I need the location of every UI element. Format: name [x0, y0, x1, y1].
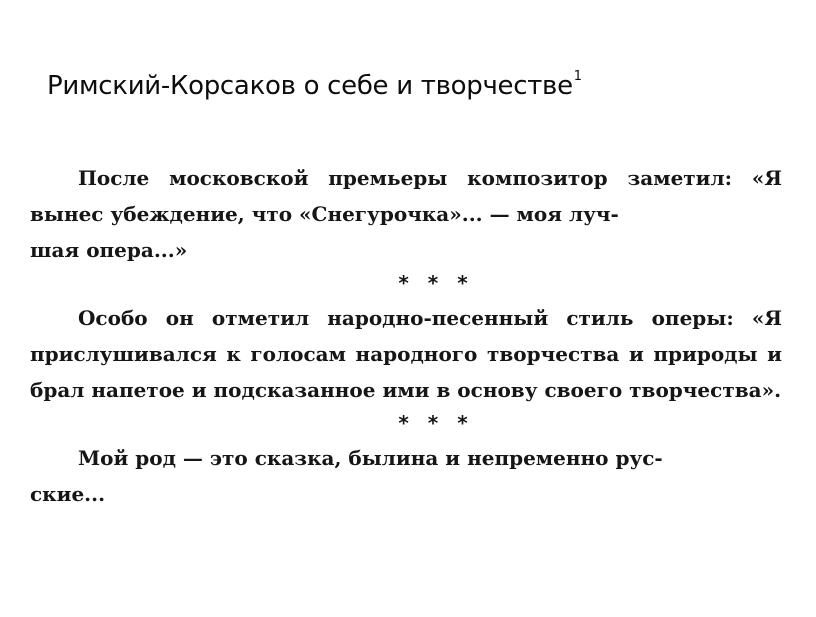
text-body — [30, 160, 782, 512]
page-title — [47, 71, 582, 101]
section-separator: * * * — [398, 271, 474, 295]
section-separator: * * * — [398, 411, 474, 435]
title-text: Римский-Корсаков о себе и творчестве — [47, 71, 573, 101]
footnote-marker: 1 — [573, 69, 582, 85]
paragraph-premiere: После московской премьеры композитор заметил: «Я вынес убеждение, что «Снегурочка»... — моя луч- шая опера...» — [30, 166, 782, 262]
paragraph-my-genre: Мой род — это сказка, былина и непременно рус- ские... — [30, 446, 663, 506]
paragraph-folk-style: Особо он отметил народно-песенный стиль оперы: «Я прислушивался к голосам народного творчества и природы и брал напетое и подсказанное ими в основу своего творчества». — [30, 306, 782, 402]
